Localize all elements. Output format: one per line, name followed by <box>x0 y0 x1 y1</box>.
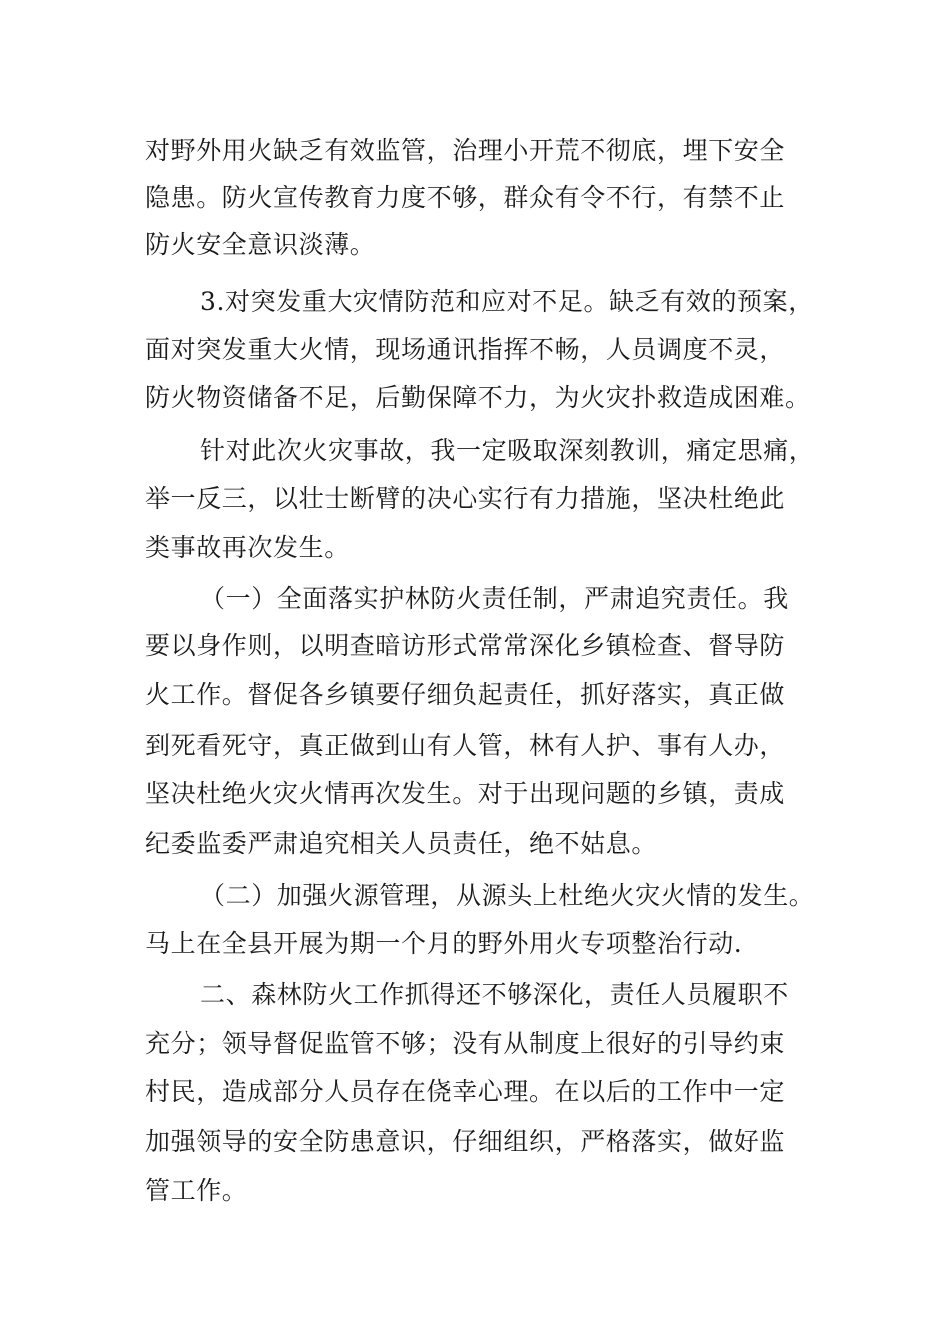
paragraph-line: 管工作。 <box>145 1176 248 1205</box>
paragraph-line: 3.对突发重大灾情防范和应对不足。缺乏有效的预案， <box>200 287 814 316</box>
paragraph-line: 充分；领导督促监管不够；没有从制度上很好的引导约束 <box>145 1029 786 1058</box>
paragraph-line: 要以身作则，以明查暗访形式常常深化乡镇检查、督导防 <box>145 631 786 660</box>
paragraph-line: 隐患。防火宣传教育力度不够，群众有令不行，有禁不止 <box>145 183 786 212</box>
paragraph-line: 二、森林防火工作抓得还不够深化，责任人员履职不 <box>200 980 789 1009</box>
paragraph-line: 马上在全县开展为期一个月的野外用火专项整治行动. <box>145 929 743 958</box>
paragraph-line: 面对突发重大火情，现场通讯指挥不畅，人员调度不灵， <box>145 335 786 364</box>
paragraph-line: 到死看死守，真正做到山有人管，林有人护、事有人办， <box>145 731 786 760</box>
paragraph-line: 举一反三，以壮士断臂的决心实行有力措施，坚决杜绝此 <box>145 484 786 513</box>
paragraph-line: 火工作。督促各乡镇要仔细负起责任，抓好落实，真正做 <box>145 680 786 709</box>
paragraph-line: 对野外用火缺乏有效监管，治理小开荒不彻底，埋下安全 <box>145 136 786 165</box>
paragraph-line: 防火安全意识淡薄。 <box>145 230 376 259</box>
paragraph-line: 类事故再次发生。 <box>145 533 350 562</box>
paragraph-line: 坚决杜绝火灾火情再次发生。对于出现问题的乡镇，责成 <box>145 779 786 808</box>
paragraph-line: 防火物资储备不足，后勤保障不力，为火灾扑救造成困难。 <box>145 383 811 412</box>
paragraph-line: 针对此次火灾事故，我一定吸取深刻教训，痛定思痛， <box>200 436 815 465</box>
paragraph-line: 加强领导的安全防患意识，仔细组织，严格落实，做好监 <box>145 1127 786 1156</box>
paragraph-line: （一）全面落实护林防火责任制，严肃追究责任。我 <box>200 584 789 613</box>
paragraph-line: 纪委监委严肃追究相关人员责任，绝不姑息。 <box>145 829 658 858</box>
paragraph-line: （二）加强火源管理，从源头上杜绝火灾火情的发生。 <box>200 881 815 910</box>
paragraph-line: 村民，造成部分人员存在侥幸心理。在以后的工作中一定 <box>145 1077 786 1106</box>
